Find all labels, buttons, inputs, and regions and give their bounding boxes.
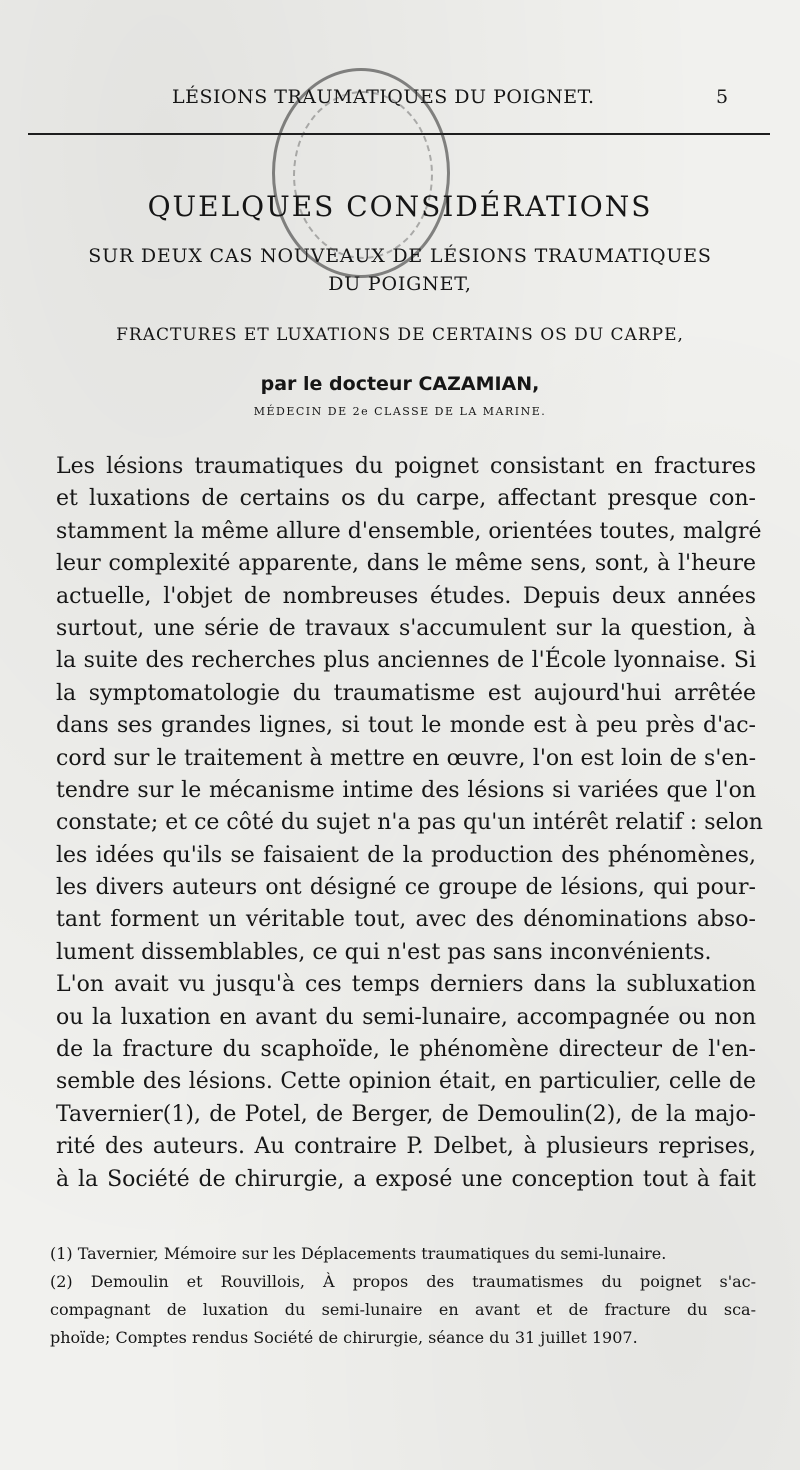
author-affiliation: MÉDECIN DE 2e CLASSE DE LA MARINE.	[253, 405, 547, 418]
page-number: 5	[716, 86, 729, 108]
body-line: rité des auteurs. Au contraire P. Delbet, à plusieurs reprises,	[56, 1134, 756, 1160]
body-line: stamment la même allure d'ensemble, orientées toutes, malgré	[56, 518, 762, 544]
footnotes	[50, 1240, 756, 1352]
body-line: les idées qu'ils se faisaient de la production des phénomènes,	[56, 842, 756, 868]
article-subtitle-line2: DU POIGNET,	[328, 273, 472, 295]
body-line: la symptomatologie du traumatisme est aujourd'hui arrêtée	[56, 680, 756, 706]
body-line: dans ses grandes lignes, si tout le monde est à peu près d'ac-	[56, 713, 756, 739]
body-line: tant forment un véritable tout, avec des dénominations abso-	[56, 907, 756, 933]
article-title: QUELQUES CONSIDÉRATIONS	[147, 190, 653, 223]
footnote-2-line3: phoïde; Comptes rendus Société de chirurgie, séance du 31 juillet 1907.	[50, 1328, 638, 1347]
body-line: Tavernier(1), de Potel, de Berger, de Demoulin(2), de la majo-	[56, 1101, 756, 1127]
body-line: et luxations de certains os du carpe, affectant presque con-	[56, 486, 756, 512]
body-line: Les lésions traumatiques du poignet consistant en fractures	[56, 454, 756, 479]
body-line: cord sur le traitement à mettre en œuvre, l'on est loin de s'en-	[56, 745, 756, 771]
body-line: les divers auteurs ont désigné ce groupe de lésions, qui pour-	[56, 875, 756, 901]
library-stamp-inner-ring	[293, 91, 433, 259]
body-line: la suite des recherches plus anciennes de l'École lyonnaise. Si	[56, 648, 756, 674]
footnote-1: (1) Tavernier, Mémoire sur les Déplacements traumatiques du semi-lunaire.	[50, 1244, 667, 1263]
body-line: actuelle, l'objet de nombreuses études. Depuis deux années	[56, 583, 756, 609]
body-line: lument dissemblables, ce qui n'est pas sans inconvénients.	[56, 939, 712, 965]
body-line: à la Société de chirurgie, a exposé une conception tout à fait	[56, 1166, 756, 1192]
footnote-2-line2: compagnant de luxation du semi-lunaire en avant et de fracture du sca-	[50, 1300, 756, 1319]
body-line: surtout, une série de travaux s'accumulent sur la question, à	[56, 615, 756, 641]
article-subtitle-line3: FRACTURES ET LUXATIONS DE CERTAINS OS DU CARPE,	[116, 325, 684, 345]
body-line: ou la luxation en avant du semi-lunaire, accompagnée ou non	[56, 1004, 756, 1030]
body-line: L'on avait vu jusqu'à ces temps derniers dans la subluxation	[56, 972, 756, 998]
body-line: semble des lésions. Cette opinion était, en particulier, celle de	[56, 1069, 756, 1095]
body-line: constate; et ce côté du sujet n'a pas qu'un intérêt relatif : selon	[56, 810, 763, 836]
running-title: LÉSIONS TRAUMATIQUES DU POIGNET.	[172, 86, 595, 108]
body-line: leur complexité apparente, dans le même sens, sont, à l'heure	[56, 551, 756, 577]
body-text	[56, 451, 763, 1196]
author-byline: par le docteur CAZAMIAN,	[260, 373, 540, 395]
body-line: tendre sur le mécanisme intime des lésions si variées que l'on	[56, 777, 756, 803]
body-line: de la fracture du scaphoïde, le phénomène directeur de l'en-	[56, 1037, 756, 1063]
article-subtitle-line1: SUR DEUX CAS NOUVEAUX DE LÉSIONS TRAUMATIQUES	[88, 245, 712, 267]
footnote-2-line1: (2) Demoulin et Rouvillois, À propos des traumatismes du poignet s'ac-	[50, 1272, 756, 1291]
